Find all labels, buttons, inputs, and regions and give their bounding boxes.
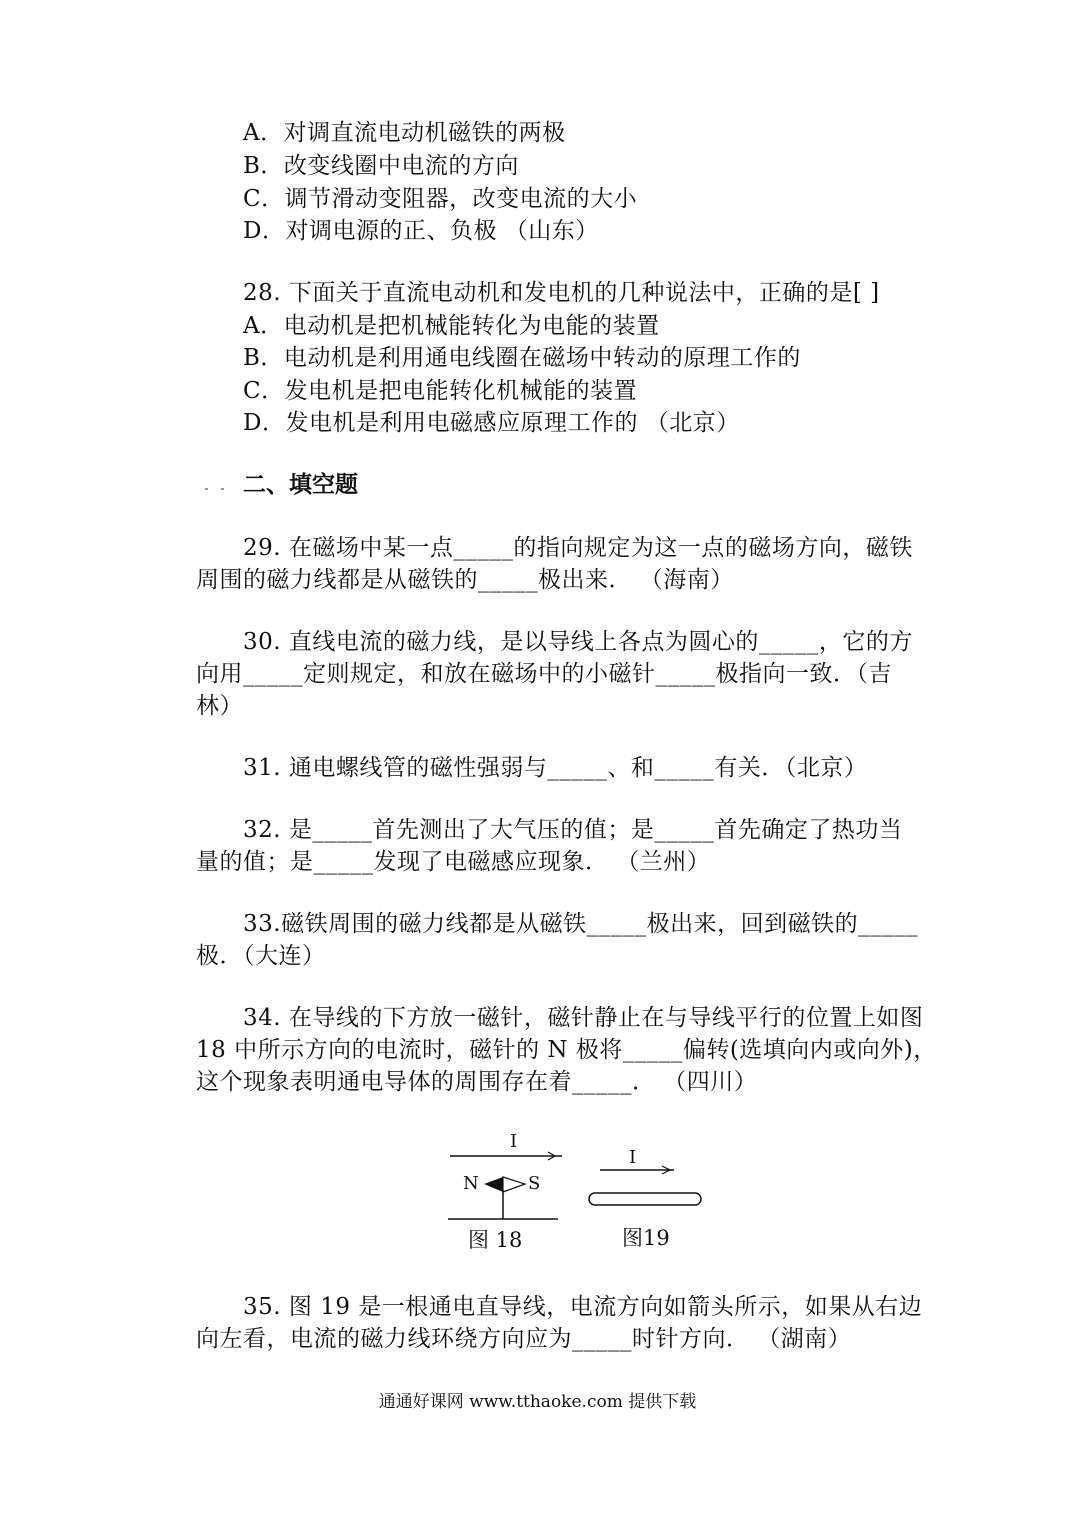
q28-stem: 28. 下面关于直流电动机和发电机的几种说法中，正确的是[ ] (243, 280, 880, 306)
q29-line-2: 周围的磁力线都是从磁铁的_____极出来． （海南） (196, 567, 734, 593)
q35-line-1: 35. 图 19 是一根通电直导线，电流方向如箭头所示，如果从右边 (243, 1294, 923, 1320)
q27-option-c: C．调节滑动变阻器，改变电流的大小 (243, 186, 638, 212)
q29-line-1: 29. 在磁场中某一点_____的指向规定为这一点的磁场方向，磁铁 (243, 535, 913, 561)
q28-option-c: C．发电机是把电能转化机械能的装置 (243, 378, 638, 404)
q30-line-1: 30. 直线电流的磁力线，是以导线上各点为圆心的_____，它的方 (243, 629, 913, 655)
figure-18-current-label: I (510, 1131, 518, 1152)
q27-option-d: D．对调电源的正、负极 （山东） (243, 218, 599, 244)
q30-line-3: 林） (196, 693, 243, 719)
q30-line-2: 向用_____定则规定，和放在磁场中的小磁针_____极指向一致．（吉 (196, 661, 892, 687)
figure-19-current-label: I (629, 1147, 637, 1168)
q34-line-3: 这个现象表明通电导体的周围存在着_____． （四川） (196, 1069, 758, 1095)
q34-line-2: 18 中所示方向的电流时，磁针的 N 极将_____偏转(选填向内或向外)， (196, 1037, 937, 1063)
page-footer: 通通好课网 www.tthaoke.com 提供下载 (378, 1392, 697, 1412)
q31-line: 31. 通电螺线管的磁性强弱与_____、和_____有关．（北京） (243, 755, 868, 781)
q27-option-b: B．改变线圈中电流的方向 (243, 153, 519, 179)
q32-line-1: 32. 是_____首先测出了大气压的值；是_____首先确定了热功当 (243, 817, 903, 843)
q33-line-1: 33.磁铁周围的磁力线都是从磁铁_____极出来，回到磁铁的_____ (243, 911, 919, 937)
q33-line-2: 极．（大连） (196, 943, 326, 969)
q28-option-d: D．发电机是利用电磁感应原理工作的 （北京） (243, 410, 740, 436)
figure-18-south-label: S (528, 1173, 541, 1194)
q28-option-a: A．电动机是把机械能转化为电能的装置 (243, 313, 660, 339)
q35-line-2: 向左看，电流的磁力线环绕方向应为_____时针方向． （湖南） (196, 1326, 852, 1352)
q34-line-1: 34. 在导线的下方放一磁针，磁针静止在与导线平行的位置上如图 (243, 1005, 924, 1031)
q28-option-b: B．电动机是利用通电线圈在磁场中转动的原理工作的 (243, 345, 801, 371)
q32-line-2: 量的值；是_____发现了电磁感应现象． （兰州） (196, 849, 711, 875)
figure-18-caption: 图 18 (468, 1228, 523, 1252)
q27-option-a: A．对调直流电动机磁铁的两极 (243, 120, 566, 146)
figure-18-north-label: N (463, 1173, 479, 1194)
figure-19-caption: 图19 (622, 1226, 670, 1250)
section-heading: 二、填空题 (243, 472, 358, 498)
